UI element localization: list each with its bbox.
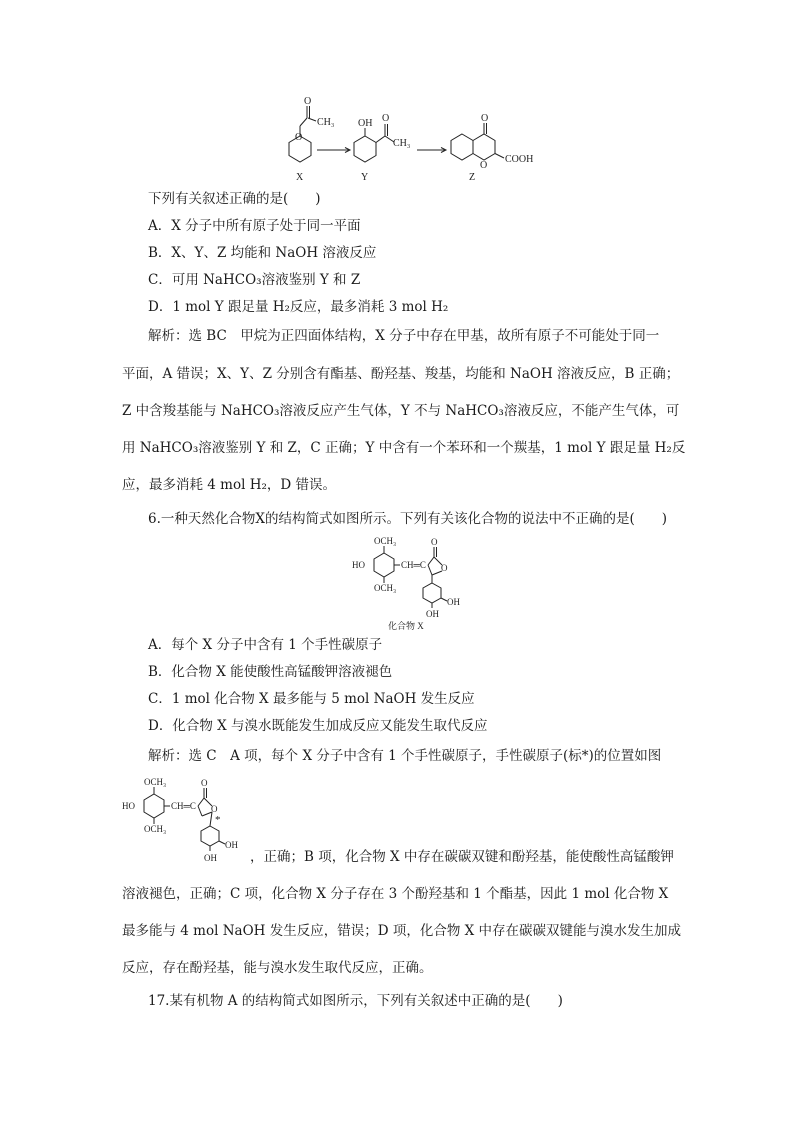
q6b-oh-right-label: OH xyxy=(225,840,238,850)
q5-option-a: A．X 分子中所有原子处于同一平面 xyxy=(148,218,361,234)
q6-option-d: D．化合物 X 与溴水既能发生加成反应又能发生取代反应 xyxy=(148,718,488,734)
q6-och3-bottom-label: OCH₃ xyxy=(374,583,397,593)
q6b-oh-bottom-label: OH xyxy=(204,853,217,863)
q6-ho-label: HO xyxy=(352,560,365,570)
q5-analysis-line-2: 平面，A 错误；X、Y、Z 分别含有酯基、酚羟基、羧基，均能和 NaOH 溶液反应，B 正确； xyxy=(122,366,680,382)
q6-option-c: C．1 mol 化合物 X 最多能与 5 mol NaOH 发生反应 xyxy=(148,691,475,707)
q6-ch-eq-c-label: CH═C xyxy=(401,560,426,570)
q6-oh-right-label: OH xyxy=(447,597,460,607)
q5-analysis-line-4: 用 NaHCO₃溶液鉴别 Y 和 Z，C 正确；Y 中含有一个苯环和一个羰基，1 mol Y 跟足量 H₂反 xyxy=(122,440,686,456)
q5-option-c: C．可用 NaHCO₃溶液鉴别 Y 和 Z xyxy=(148,272,361,288)
q6-analysis-line-3: 溶液褪色，正确；C 项，化合物 X 分子存在 3 个酚羟基和 1 个酯基，因此 1 mol 化合物 X xyxy=(122,886,669,902)
q6-option-a: A．每个 X 分子中含有 1 个手性碳原子 xyxy=(148,637,383,653)
q5-analysis-line-1: 解析：选 BC 甲烷为正四面体结构，X 分子中存在甲基，故所有原子不可能处于同一 xyxy=(148,328,660,344)
compound-x-chiral-figure xyxy=(118,776,248,866)
compound-x-figure xyxy=(348,535,478,631)
z-ring-o-label: O xyxy=(480,160,488,171)
q6-oh-bottom-label: OH xyxy=(426,609,439,619)
z-label: Z xyxy=(469,172,476,183)
x-ester-o-label: O xyxy=(304,96,312,107)
q6b-ch-eq-c-label: CH═C xyxy=(171,801,196,811)
y-o-label: O xyxy=(382,113,390,124)
q6-option-b: B．化合物 X 能使酸性高锰酸钾溶液褪色 xyxy=(148,664,393,680)
x-o-label: O xyxy=(295,132,303,143)
q6-och3-top-label: OCH₃ xyxy=(374,536,397,546)
q6b-chiral-star: * xyxy=(215,814,221,826)
y-label: Y xyxy=(361,172,369,183)
q5-analysis-line-5: 应，最多消耗 4 mol H₂，D 错误。 xyxy=(122,477,337,493)
q6b-carbonyl-o-label: O xyxy=(201,778,208,788)
q6-analysis-line-1: 解析：选 C A 项，每个 X 分子中含有 1 个手性碳原子，手性碳原子(标*)的位置如图 xyxy=(148,748,662,764)
q6-analysis-line-4: 最多能与 4 mol NaOH 发生反应，错误；D 项，化合物 X 中存在碳碳双键能与溴水发生加成 xyxy=(122,923,682,939)
q6b-och3-top-label: OCH₃ xyxy=(144,777,167,787)
q6b-och3-bottom-label: OCH₃ xyxy=(144,824,167,834)
q5-stem: 下列有关叙述正确的是( ) xyxy=(148,191,321,207)
q6-analysis-line-5: 反应，存在酚羟基，能与溴水发生取代反应，正确。 xyxy=(122,960,433,976)
x-ch3-label: CH₃ xyxy=(317,117,335,128)
y-ch3-label: CH₃ xyxy=(393,138,411,149)
q6b-ho-label: HO xyxy=(122,801,135,811)
q7-stem: 17.某有机物 A 的结构简式如图所示，下列有关叙述中正确的是( ) xyxy=(148,993,563,1009)
q6b-ring-o-label: O xyxy=(211,804,218,814)
q5-analysis-line-3: Z 中含羧基能与 NaHCO₃溶液反应产生气体，Y 不与 NaHCO₃溶液反应，不能产生气体，可 xyxy=(122,403,680,419)
q6-analysis-after-figure: ，正确；B 项，化合物 X 中存在碳碳双键和酚羟基，能使酸性高锰酸钾 xyxy=(250,849,674,865)
q6-ring-o-label: O xyxy=(441,563,448,573)
x-label: X xyxy=(296,172,304,183)
q6-carbonyl-o-label: O xyxy=(431,537,438,547)
z-o-label: O xyxy=(481,113,489,124)
reaction-scheme-figure xyxy=(270,88,560,184)
q5-option-d: D．1 mol Y 跟足量 H₂反应，最多消耗 3 mol H₂ xyxy=(148,299,449,315)
y-oh-label: OH xyxy=(358,118,373,129)
q6-stem: 6.一种天然化合物X的结构简式如图所示。下列有关该化合物的说法中不正确的是( ) xyxy=(148,511,668,527)
z-cooh-label: COOH xyxy=(505,154,534,165)
q6-figure-caption: 化合物 X xyxy=(388,621,424,631)
q5-option-b: B．X、Y、Z 均能和 NaOH 溶液反应 xyxy=(148,245,377,261)
